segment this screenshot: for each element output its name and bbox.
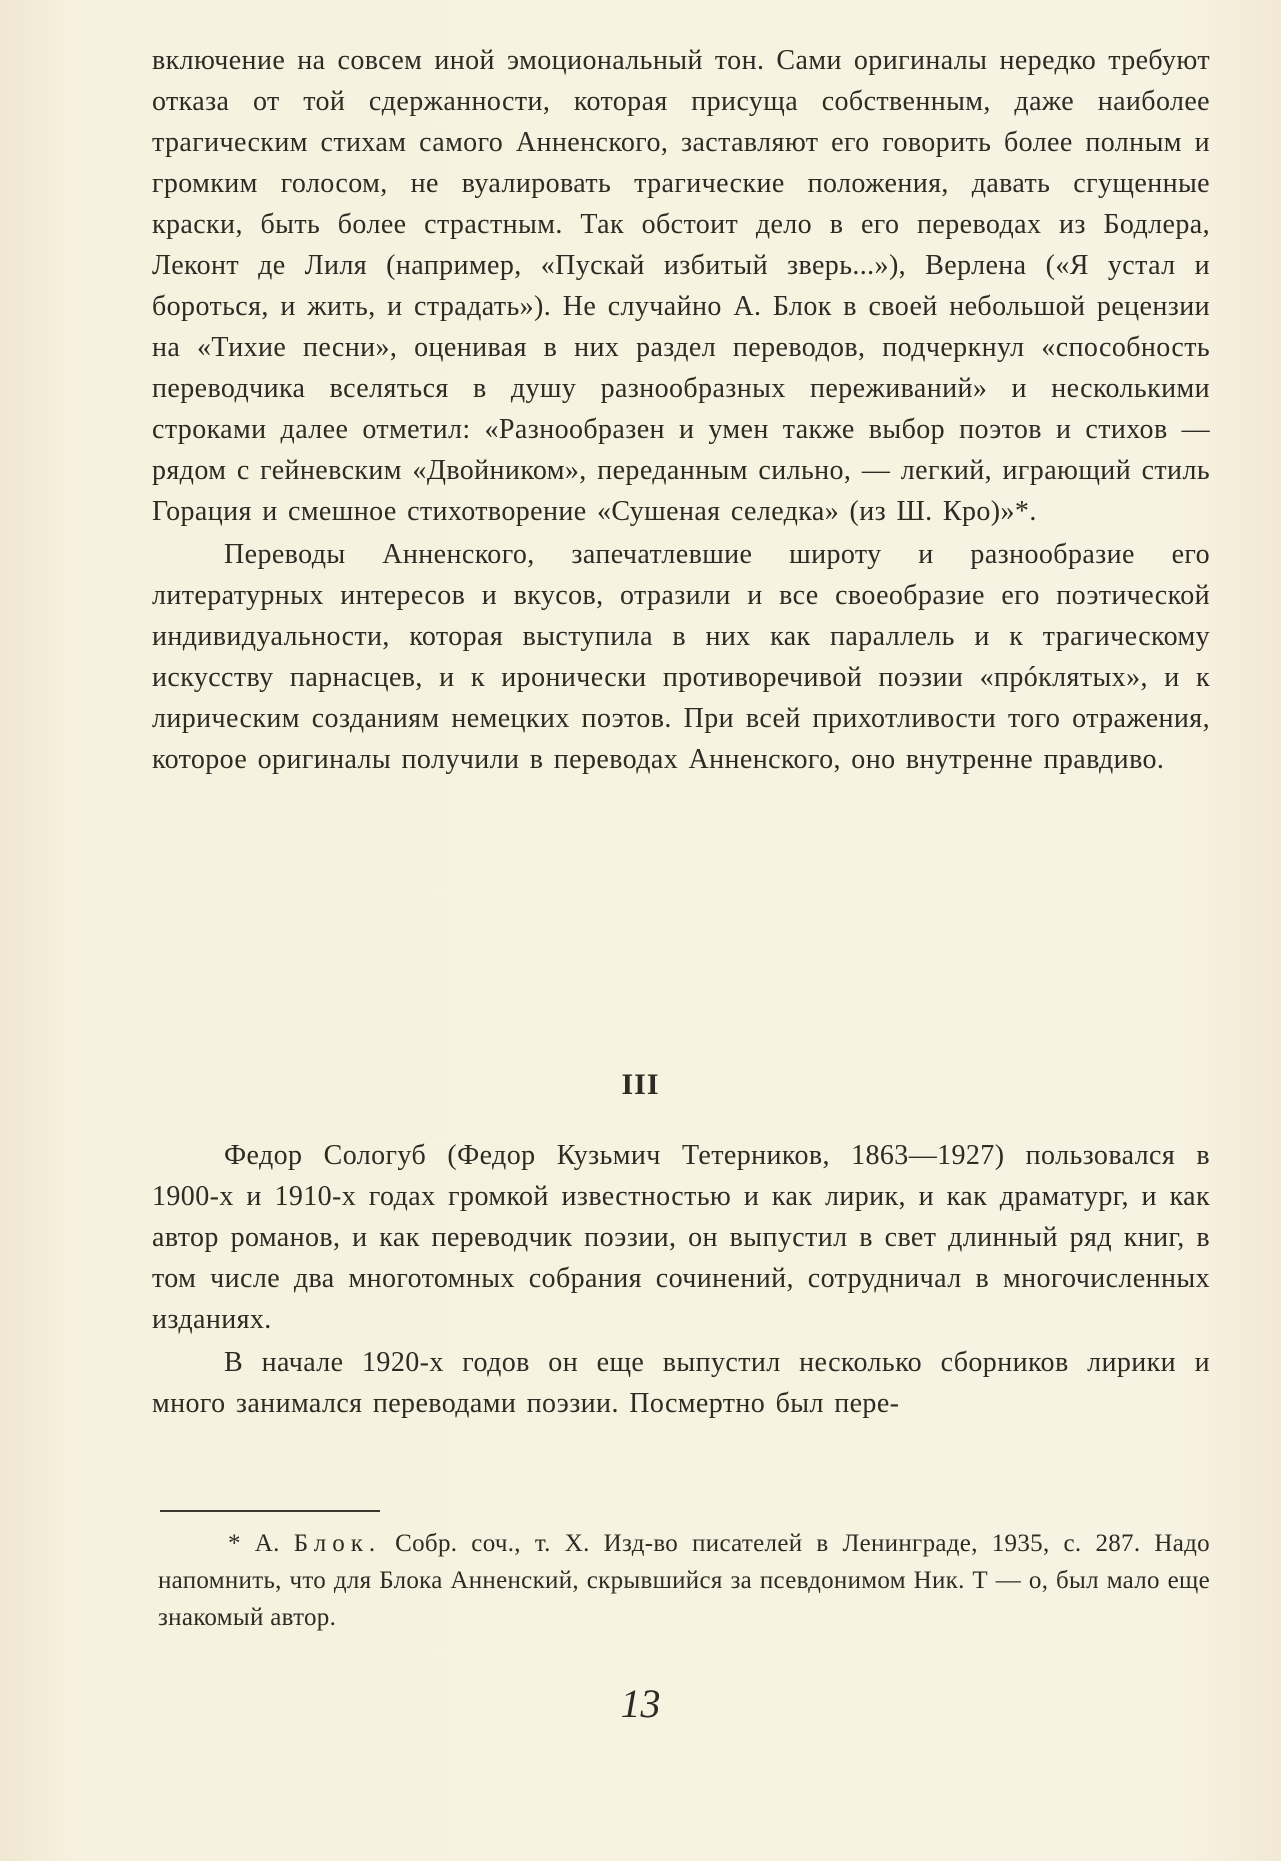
paragraph-translations: Переводы Анненского, запечатлевшие широту и разнообразие его литературных интересов и вкусов, отразили и все своеобразие его поэтической индивидуальности, которая выступила в них как параллель и к трагическому искусству парнасцев, и к иронически противоречивой поэзии «прóклятых», и к лирическим созданиям немецких поэтов. При всей прихотливости того отражения, которое оригиналы получили в переводах Анненского, оно внутренне правдиво. bbox=[152, 539, 1210, 775]
footnote bbox=[158, 1525, 1210, 1636]
footnote-text: Собр. соч., т. X. Изд-во писателей в Ленинграде, 1935, с. 287. Надо напомнить, что для Блока Анненский, скрывшийся за псевдонимом Ник. Т — о, был мало еще знакомый автор. bbox=[158, 1530, 1210, 1631]
paragraph-continuation: включение на совсем иной эмоциональный тон. Сами оригиналы нередко требуют отказа от той сдержанности, которая присуща собственным, даже наиболее трагическим стихам самого Анненского, заставляют его говорить более полным и громким голосом, не вуалировать трагические положения, давать сгущенные краски, быть более страстным. Так обстоит дело в его переводах из Бодлера, Леконт де Лиля (например, «Пускай избитый зверь...»), Верлена («Я устал и бороться, и жить, и страдать»). Не случайно А. Блок в своей небольшой рецензии на «Тихие песни», оценивая в них раздел переводов, подчеркнул «способность переводчика вселяться в душу разнообразных переживаний» и несколькими строками далее отметил: «Разнообразен и умен также выбор поэтов и стихов — рядом с гейневским «Двойником», переданным сильно, — легкий, играющий стиль Горация и смешное стихотворение «Сушеная селедка» (из Ш. Кро)»*. bbox=[152, 45, 1210, 527]
footnote-divider bbox=[160, 1510, 380, 1512]
body-text bbox=[152, 40, 1210, 780]
section-heading: III bbox=[621, 1068, 660, 1101]
footnote-marker: * А. bbox=[228, 1530, 280, 1557]
page-number: 13 bbox=[620, 1681, 661, 1726]
paragraph-1920s: В начале 1920-х годов он еще выпустил несколько сборников лирики и много занимался переводами поэзии. Посмертно был пере- bbox=[152, 1347, 1210, 1419]
section-body bbox=[152, 1133, 1210, 1424]
footnote-author: Блок. bbox=[293, 1530, 382, 1557]
paragraph-sologub: Федор Сологуб (Федор Кузьмич Тетерников, 1863—1927) пользовался в 1900-х и 1910-х годах громкой известностью и как лирик, и как драматург, и как автор романов, и как переводчик поэзии, он выпустил в свет длинный ряд книг, в том числе два многотомных собрания сочинений, сотрудничал в многочисленных изданиях. bbox=[152, 1140, 1210, 1335]
